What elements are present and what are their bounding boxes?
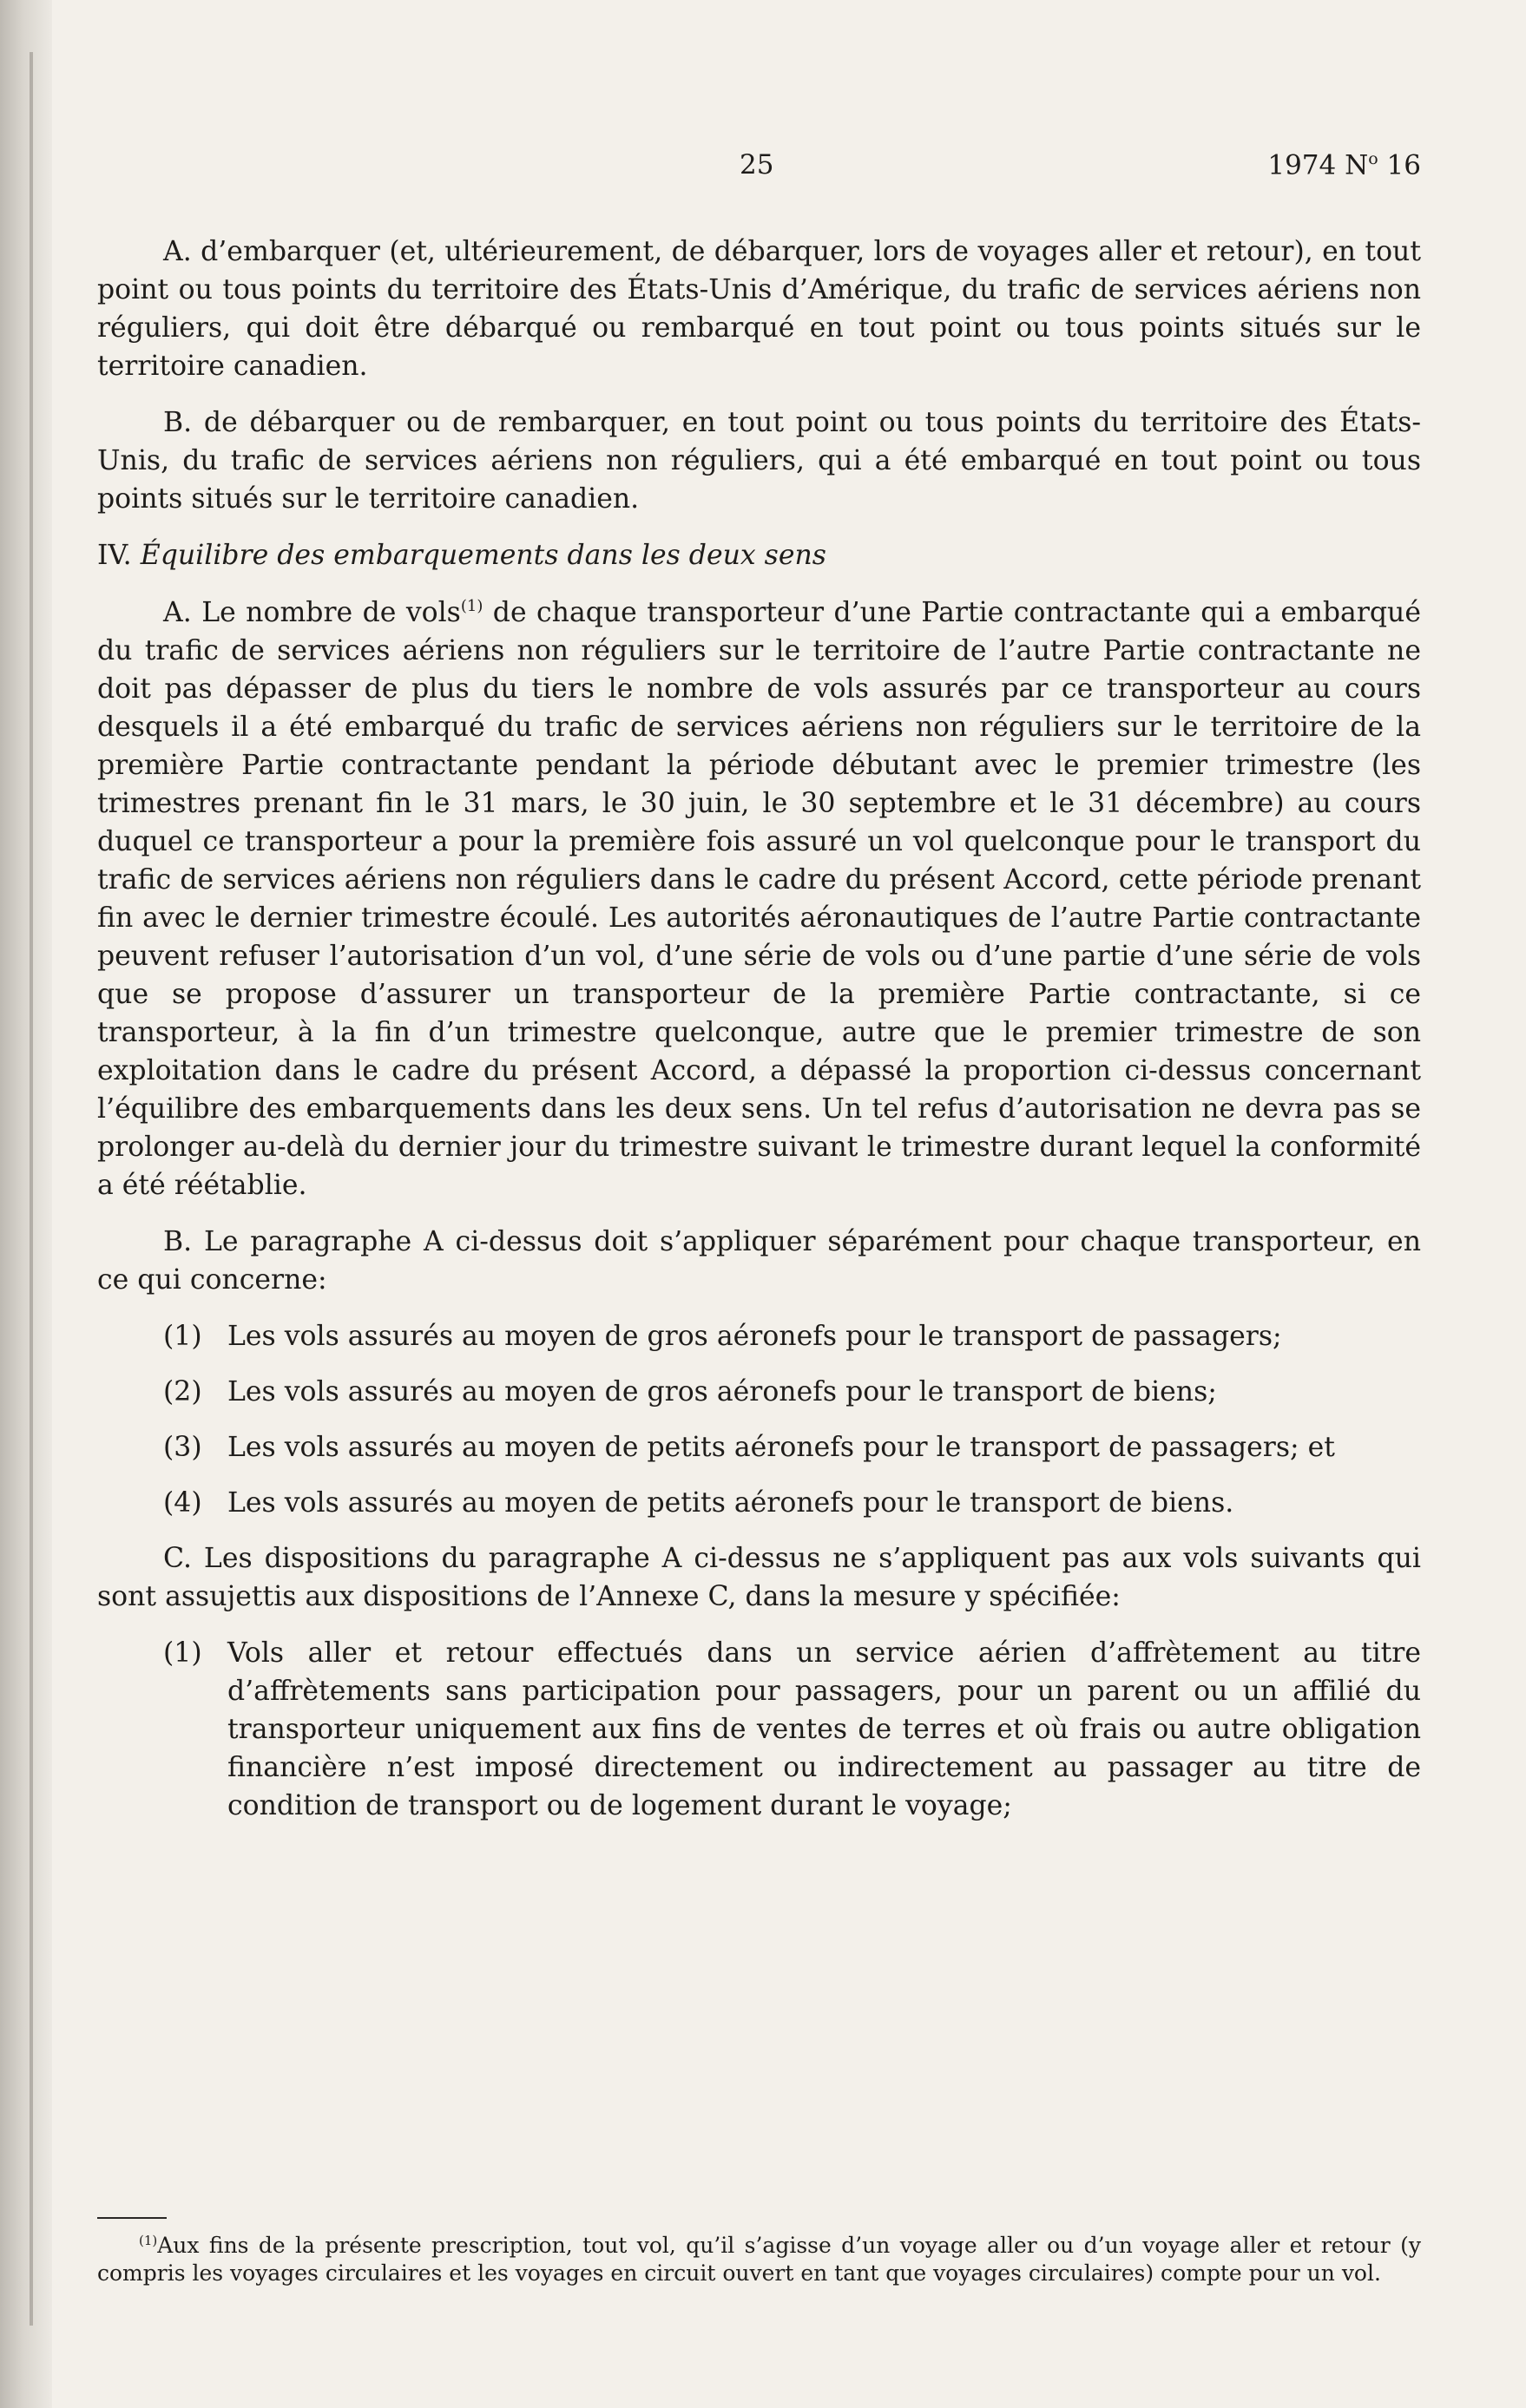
footnote-divider: [97, 2217, 167, 2219]
list-item: [97, 1317, 1421, 1355]
list-item-text: Vols aller et retour effectués dans un service aérien d’affrètement au titre d’affrètements sans participation pour passagers, pour un parent ou un affilié du transporteur uniquement aux fins de ventes de terres et où frais ou autre obligation financière n’est imposé directement ou indirectement au passager au titre de condition de transport ou de logement durant le voyage;: [227, 1637, 1421, 1821]
footnote-marker: (1): [139, 2233, 158, 2248]
list-item: [97, 1428, 1421, 1466]
list-item-text: Les vols assurés au moyen de gros aéronefs pour le transport de biens;: [227, 1376, 1217, 1407]
issue-number-sign: o: [1368, 149, 1378, 168]
list-item: [97, 1484, 1421, 1522]
paragraph-iv-c: C. Les dispositions du paragraphe A ci-dessus ne s’appliquent pas aux vols suivants qui sont assujettis aux dispositions de l’Annexe C, dans la mesure y spécifiée:: [97, 1543, 1421, 1612]
list-item-text: Les vols assurés au moyen de petits aéronefs pour le transport de passagers; et: [227, 1432, 1335, 1463]
list-item-text: Les vols assurés au moyen de petits aéronefs pour le transport de biens.: [227, 1487, 1234, 1519]
page-binding-shadow: [0, 0, 52, 2408]
page-header: [97, 149, 1421, 193]
footnote-reference: (1): [460, 597, 483, 615]
footnote: [97, 2232, 1421, 2287]
paragraph-iv-b: B. Le paragraphe A ci-dessus doit s’appliquer séparément pour chaque transporteur, en ce qui concerne:: [97, 1226, 1421, 1296]
list-item-number: (3): [163, 1432, 202, 1463]
issue-reference: [1267, 149, 1421, 180]
list-item-number: (4): [163, 1487, 202, 1519]
page-number: 25: [740, 149, 774, 180]
paragraph-iv-a-start: A. Le nombre de vols: [163, 597, 461, 628]
paragraph-iv-a: [97, 594, 1421, 1204]
section-title: Équilibre des embarquements dans les deux sens: [140, 540, 826, 571]
paragraph-b: B. de débarquer ou de rembarquer, en tout point ou tous points du territoire des États-Unis, du trafic de services aériens non réguliers, qui a été embarqué en tout point ou tous points situés sur le territoire canadien.: [97, 407, 1421, 515]
list-item-number: (1): [163, 1637, 202, 1669]
paragraph-a: A. d’embarquer (et, ultérieurement, de débarquer, lors de voyages aller et retour), en tout point ou tous points du territoire des États-Unis d’Amérique, du trafic de services aériens non réguliers, qui doit être débarqué ou rembarqué en tout point ou tous points situés sur le territoire canadien.: [97, 236, 1421, 382]
list-item-number: (2): [163, 1376, 202, 1407]
list-item-text: Les vols assurés au moyen de gros aéronefs pour le transport de passagers;: [227, 1321, 1282, 1352]
section-heading: [97, 536, 1421, 574]
binding-edge-line: [30, 52, 33, 2326]
issue-number: 16: [1386, 149, 1421, 181]
footnote-text: Aux fins de la présente prescription, tout vol, qu’il s’agisse d’un voyage aller ou d’un voyage aller et retour (y compris les voyages circulaires et les voyages en circuit ouvert en tant que voyages circulaires) compte pour un vol.: [97, 2233, 1421, 2286]
section-number: IV.: [97, 540, 132, 571]
paragraph-iv-a-rest: de chaque transporteur d’une Partie contractante qui a embarqué du trafic de services aériens non réguliers sur le territoire de l’autre Partie contractante ne doit pas dépasser de plus du tiers le nombre de vols assurés par ce transporteur au cours desquels il a été embarqué du trafic de services aériens non réguliers sur le territoire de la première Partie contractante pendant la période débutant avec le premier trimestre (les trimestres prenant fin le 31 mars, le 30 juin, le 30 septembre et le 31 décembre) au cours duquel ce transporteur a pour la première fois assuré un vol quelconque pour le transport du trafic de services aériens non réguliers dans le cadre du présent Accord, cette période prenant fin avec le dernier trimestre écoulé. Les autorités aéronautiques de l’autre Partie contractante peuvent refuser l’autorisation d’un vol, d’une série de vols ou d’une partie d’une série de vols que se propose d’assurer un transporteur de la première Partie contractante, si ce transporteur, à la fin d’un trimestre quelconque, autre que le premier trimestre de son exploitation dans le cadre du présent Accord, a dépassé la proportion ci-dessus concernant l’équilibre des embarquements dans les deux sens. Un tel refus d’autorisation ne devra pas se prolonger au-delà du dernier jour du trimestre suivant le trimestre durant lequel la conformité a été réétablie.: [97, 597, 1421, 1201]
list-item-number: (1): [163, 1321, 202, 1352]
issue-year: 1974 N: [1267, 149, 1369, 181]
body-text: [97, 233, 1421, 1842]
document-page: [97, 0, 1421, 2408]
list-item: [97, 1373, 1421, 1411]
list-item: [97, 1634, 1421, 1825]
